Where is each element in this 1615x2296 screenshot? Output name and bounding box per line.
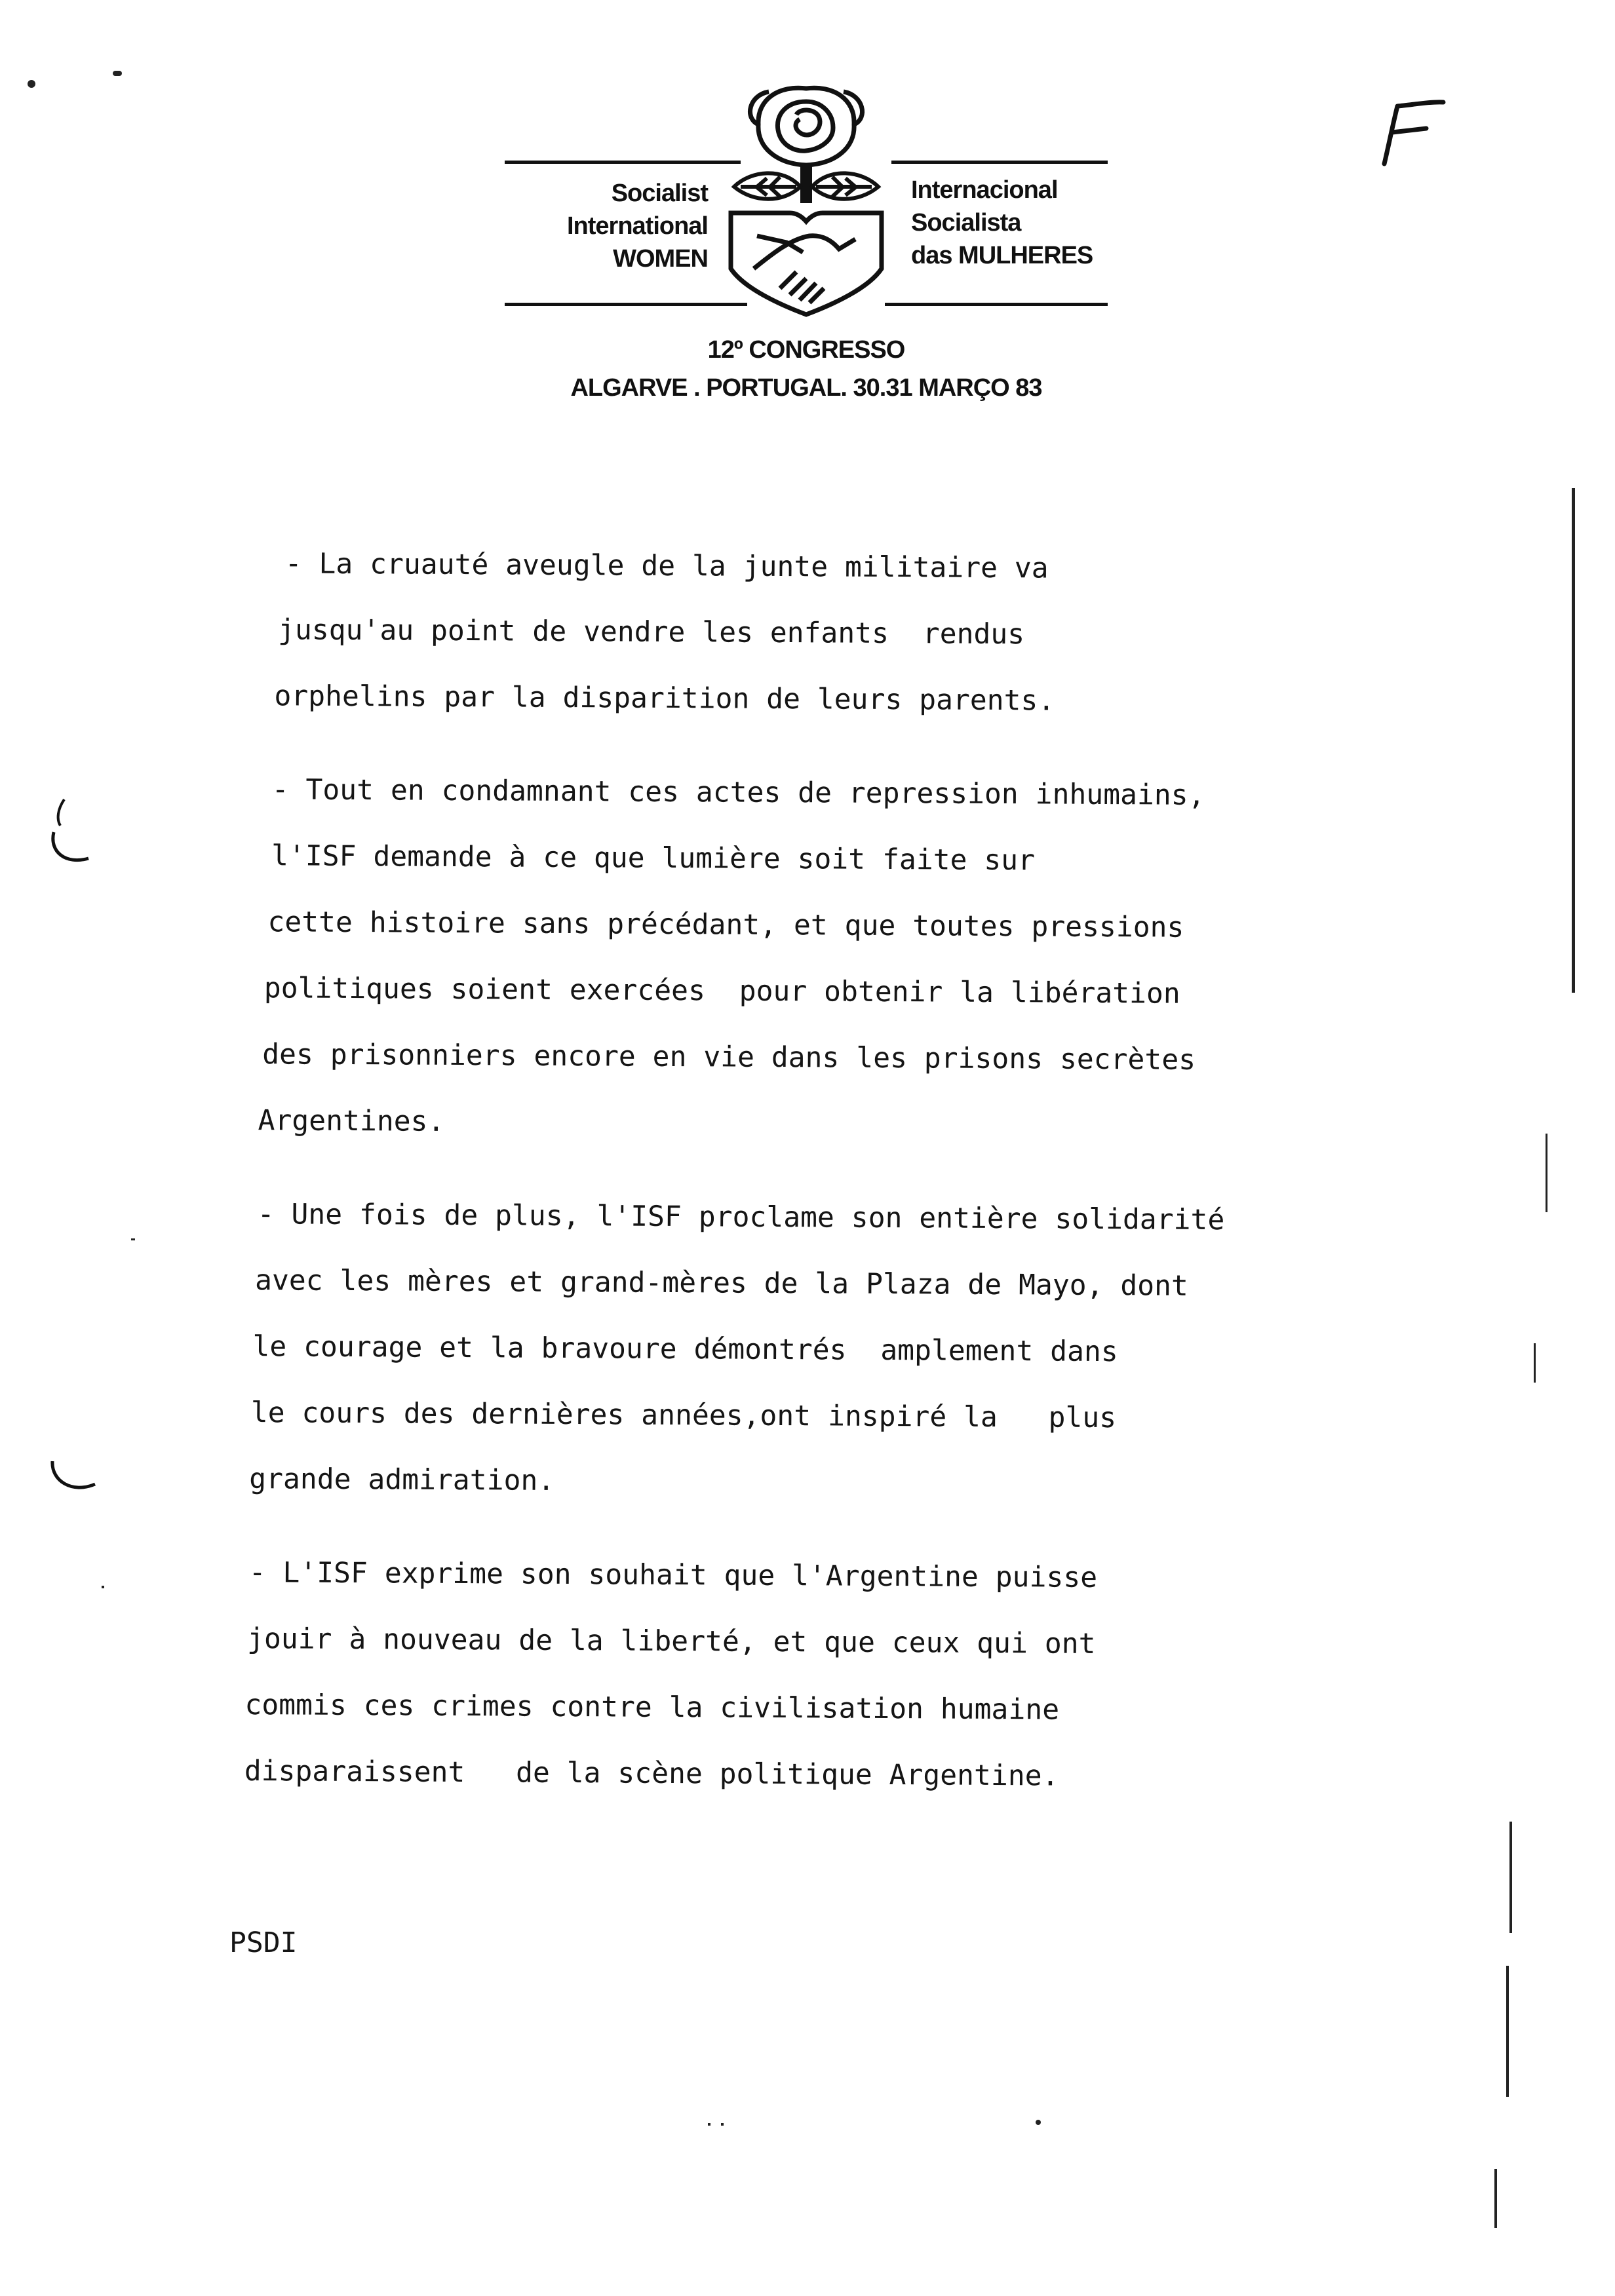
- org-name-portuguese: [911, 174, 1121, 272]
- org-name-line: Internacional: [911, 176, 1058, 204]
- scan-speck: [708, 2123, 710, 2126]
- org-name-line: WOMEN: [613, 245, 708, 273]
- rose-handshake-emblem-icon: [718, 72, 895, 321]
- text-line: le cours des dernières années,ont inspiré la plus: [250, 1396, 1117, 1435]
- scan-edge-line: [1494, 2169, 1497, 2228]
- letter-body: [246, 531, 1426, 1805]
- scan-edge-line: [1534, 1343, 1536, 1383]
- scan-speck: [28, 80, 35, 88]
- text-line: commis ces crimes contre la civilisation humaine: [244, 1688, 1060, 1727]
- scan-speck: [113, 71, 122, 76]
- congress-heading: [498, 331, 1114, 407]
- text-line: orphelins par la disparition de leurs parents.: [274, 679, 1055, 718]
- text-line: politiques soient exercées pour obtenir la libération: [263, 972, 1180, 1010]
- scan-speck: [1036, 2120, 1041, 2125]
- text-line: grande admiration.: [249, 1463, 555, 1497]
- margin-bracket-mark: [46, 796, 98, 875]
- paragraph: [243, 757, 1426, 1161]
- margin-bracket-mark: [46, 1455, 105, 1501]
- text-line: l'ISF demande à ce que lumière soit faite sur: [271, 839, 1036, 877]
- scan-edge-line: [1546, 1134, 1547, 1212]
- text-line: - Tout en condamnant ces actes de repression inhumains,: [271, 773, 1205, 812]
- org-name-line: Socialist: [611, 180, 708, 207]
- text-line: - La cruauté aveugle de la junte militaire va: [284, 547, 1049, 585]
- text-line: jouir à nouveau de la liberté, et que ceux qui ont: [246, 1622, 1096, 1660]
- text-line: disparaissent de la scène politique Argentine.: [244, 1754, 1059, 1793]
- text-line: cette histoire sans précédant, et que toutes pressions: [267, 906, 1184, 944]
- letterhead-rule: [891, 161, 1108, 164]
- scan-speck: [721, 2123, 724, 2126]
- org-name-english: [511, 177, 708, 275]
- signature: PSDI: [229, 1926, 298, 1959]
- scan-speck: [102, 1586, 104, 1588]
- text-line: avec les mères et grand-mères de la Plaza de Mayo, dont: [254, 1264, 1189, 1303]
- text-line: - L'ISF exprime son souhait que l'Argentine puisse: [248, 1556, 1098, 1594]
- congress-title: 12º CONGRESSO: [707, 336, 905, 364]
- paragraph: [244, 531, 1426, 737]
- letterhead-rule: [885, 303, 1108, 306]
- org-name-line: International: [566, 212, 708, 240]
- org-name-line: Socialista: [911, 209, 1021, 237]
- handwritten-f-mark: [1370, 98, 1449, 170]
- scan-edge-line: [1509, 1822, 1512, 1933]
- text-line: le courage et la bravoure démontrés amplement dans: [252, 1330, 1118, 1369]
- text-line: - Une fois de plus, l'ISF proclame son entière solidarité: [257, 1198, 1225, 1237]
- letterhead-rule: [505, 303, 747, 306]
- org-name-line: das MULHERES: [911, 242, 1093, 269]
- scan-edge-line: [1506, 1966, 1509, 2097]
- congress-location-date: ALGARVE . PORTUGAL. 30.31 MARÇO 83: [570, 374, 1042, 402]
- text-line: jusqu'au point de vendre les enfants rendus: [277, 613, 1025, 651]
- text-line: Argentines.: [258, 1104, 445, 1138]
- scan-speck: [131, 1238, 135, 1240]
- paragraph: [244, 1181, 1426, 1520]
- letterhead-rule: [505, 161, 741, 164]
- scan-edge-line: [1572, 488, 1575, 993]
- paragraph: [244, 1540, 1426, 1812]
- text-line: des prisonniers encore en vie dans les prisons secrètes: [262, 1038, 1196, 1077]
- letterhead: [498, 72, 1114, 321]
